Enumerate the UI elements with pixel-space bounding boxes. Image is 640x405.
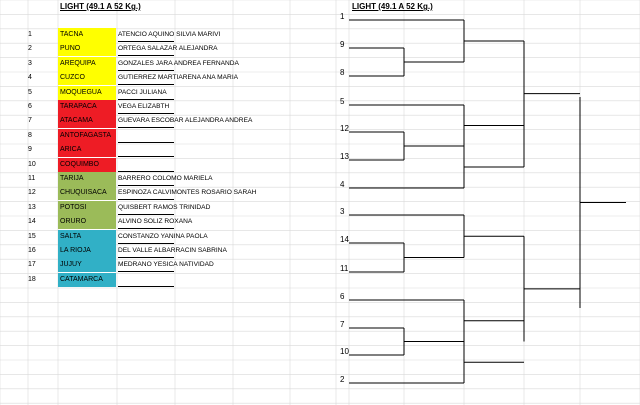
- row-number: 1: [28, 31, 32, 38]
- seed-label: 14: [340, 235, 349, 244]
- seed-label: 13: [340, 152, 349, 161]
- region-label: CUZCO: [60, 74, 85, 82]
- region-label: SALTA: [60, 232, 82, 240]
- region-label: AREQUIPA: [60, 59, 96, 67]
- seed-label: 8: [340, 68, 345, 77]
- region-label: COQUIMBO: [60, 160, 99, 168]
- region-label: CHUQUISACA: [60, 189, 107, 197]
- competitor-name: BARRERO COLOMO MARIELA: [118, 175, 213, 182]
- competitor-name: ALVINO SOLIZ ROXANA: [118, 218, 193, 226]
- region-label: POTOSI: [60, 203, 87, 211]
- row-number: 17: [28, 261, 36, 269]
- competitor-name: DEL VALLE ALBARRACIN SABRINA: [118, 247, 227, 254]
- region-label: ANTOFAGASTA: [60, 131, 112, 139]
- seed-label: 2: [340, 375, 345, 384]
- region-label: TARIJA: [60, 175, 84, 182]
- row-number: 2: [28, 45, 32, 53]
- seed-label: 9: [340, 40, 345, 49]
- left-title: LIGHT (49.1 A 52 Kg.): [60, 2, 141, 11]
- region-label: TACNA: [60, 31, 84, 38]
- row-number: 5: [28, 88, 32, 96]
- competitor-name: VEGA ELIZABTH: [118, 103, 170, 110]
- row-number: 3: [28, 59, 32, 67]
- row-number: 12: [28, 189, 36, 197]
- region-label: LA RIOJA: [60, 247, 91, 254]
- row-number: 8: [28, 131, 32, 139]
- row-number: 11: [28, 175, 36, 182]
- region-label: PUNO: [60, 45, 81, 53]
- seed-label: 11: [340, 264, 349, 273]
- bracket-title: LIGHT (49.1 A 52 Kg.): [352, 2, 433, 11]
- row-number: 14: [28, 218, 36, 226]
- region-label: ARICA: [60, 146, 82, 154]
- seed-label: 6: [340, 292, 345, 301]
- row-number: 10: [28, 160, 36, 168]
- competitor-name: CONSTANZO YANINA PAOLA: [118, 232, 208, 240]
- competitor-name: ORTEGA SALAZAR ALEJANDRA: [118, 45, 218, 53]
- row-number: 16: [28, 247, 36, 254]
- region-label: ATACAMA: [60, 117, 93, 125]
- competitor-name: ESPINOZA CALVIMONTES ROSARIO SARAH: [118, 189, 257, 197]
- competitor-name: GUTIERREZ MARTIARENA ANA MARIA: [118, 74, 239, 82]
- row-number: 18: [28, 275, 36, 283]
- seed-label: 1: [340, 12, 345, 21]
- seed-label: 7: [340, 320, 345, 329]
- region-label: CATAMARCA: [60, 275, 103, 283]
- competitor-name: GONZALES JARA ANDREA FERNANDA: [118, 59, 239, 67]
- row-number: 9: [28, 146, 32, 154]
- region-label: ORURO: [60, 218, 87, 226]
- competitor-name: MEDRANO YESICA NATIVIDAD: [118, 261, 214, 269]
- row-number: 4: [28, 74, 32, 82]
- seed-label: 10: [340, 347, 349, 356]
- seed-label: 5: [340, 97, 345, 106]
- competitor-name: ATENCIO AQUINO SILVIA MARIVI: [118, 31, 221, 38]
- seed-label: 12: [340, 124, 349, 133]
- row-number: 7: [28, 117, 32, 125]
- seed-label: 4: [340, 180, 345, 189]
- competitor-name: QUISBERT RAMOS TRINIDAD: [118, 203, 211, 211]
- competitor-name: PACCI JULIANA: [118, 88, 167, 96]
- row-number: 15: [28, 232, 36, 240]
- region-label: MOQUEGUA: [60, 88, 102, 96]
- seed-label: 3: [340, 207, 345, 216]
- row-number: 13: [28, 203, 36, 211]
- region-label: TARAPACA: [60, 103, 97, 110]
- row-number: 6: [28, 103, 32, 110]
- region-label: JUJUY: [60, 261, 82, 269]
- competitor-name: GUEVARA ESCOBAR ALEJANDRA ANDREA: [118, 117, 253, 125]
